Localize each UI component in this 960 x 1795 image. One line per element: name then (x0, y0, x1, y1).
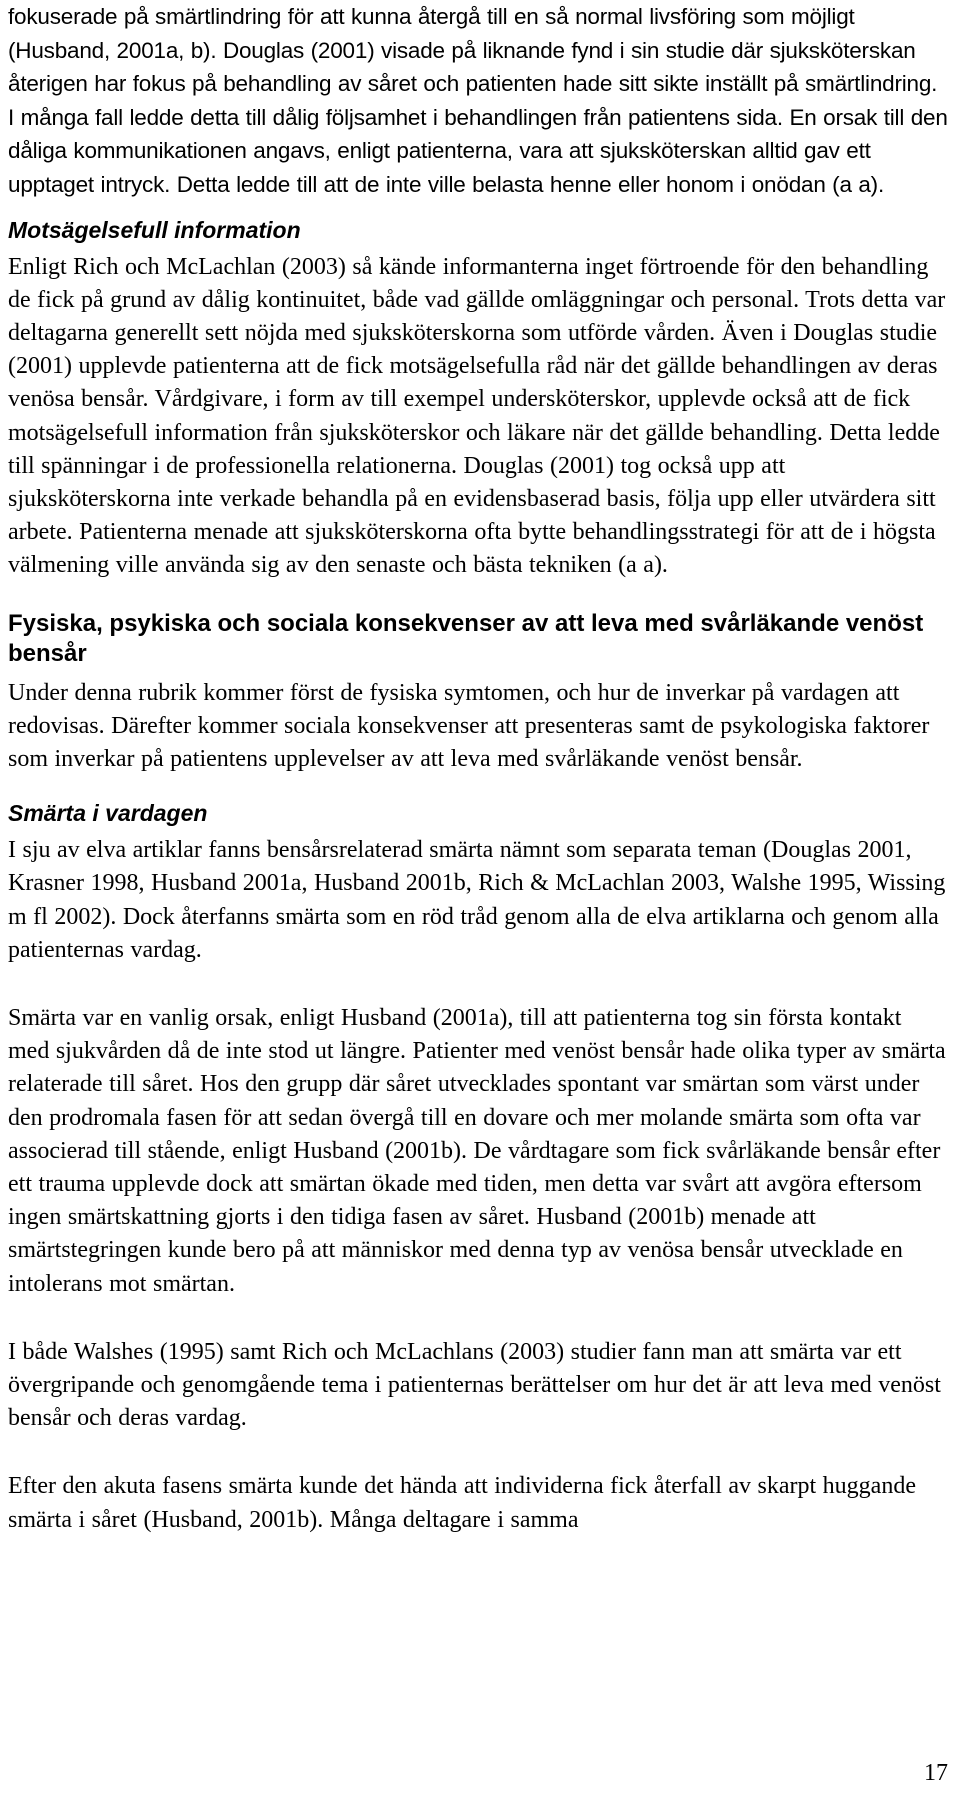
paragraph-pain-causes: Smärta var en vanlig orsak, enligt Husband (2001a), till att patienterna tog sin första kontakt med sjukvården då de inte stod ut längre. Patienter med venöst bensår hade olika typer av smärta relaterade till såret. Hos den grupp där såret utvecklades spontant var smärtan som värst under den prodromala fasen för att sedan övergå till en dovare och mer molande smärta som ofta var associerad till stående, enligt Husband (2001b). De vårdtagare som fick svårläkande bensår efter ett trauma upplevde dock att smärtan ökade med tiden, men detta var svårt att avgöra eftersom ingen smärtskattning gjorts i den tidiga fasen av såret. Husband (2001b) menade att smärtstegringen kunde bero på att människor med denna typ av venösa bensår utvecklade en intolerans mot smärtan. (8, 1005, 946, 1297)
subheading-pain-in-daily-life: Smärta i vardagen (8, 800, 208, 827)
paragraph-pain-overarching-theme: I både Walshes (1995) samt Rich och McLachlans (2003) studier fann man att smärta var ett övergripande och genomgående tema i patienternas berättelser om hur det är att leva med venöst bensår och deras vardag. (8, 1338, 941, 1432)
paragraph-acute-phase: Efter den akuta fasens smärta kunde det hända att individerna fick återfall av skarpt huggande smärta i såret (Husband, 2001b). Många deltagare i samma (8, 1473, 916, 1533)
paragraph-pain-themes: I sju av elva artiklar fanns bensårsrelaterad smärta nämnt som separata teman (Douglas 2001, Krasner 1998, Husband 2001a, Husband 2001b, Rich & McLachlan 2003, Walshe 1995, Wissing m fl 2002). Dock återfanns smärta som en röd tråd genom alla de elva artiklarna och genom alla patienternas vardag. (8, 837, 946, 963)
paragraph-contradictory-information: Enligt Rich och McLachlan (2003) så kände informanterna inget förtroende för den behandling de fick på grund av dålig kontinuitet, både vad gällde omläggningar och personal. Trots detta var deltagarna generellt sett nöjda med sjuksköterskorna som utförde vården. Även i Douglas studie (2001) upplevde patienterna att de fick motsägelsefulla råd när det gällde behandlingen av deras venösa bensår. Vårdgivare, i form av till exempel undersköterskor, upplevde också att de fick motsägelsefull information från sjuksköterskor och läkare när det gällde behandling. Detta ledde till spänningar i de professionella relationerna. Douglas (2001) tog också upp att sjuksköterskorna inte verkade behandla på en evidensbaserad basis, följa upp eller utvärdera sitt arbete. Patienterna menade att sjuksköterskorna ofta bytte behandlingsstrategi för att de i högsta välmening ville använda sig av den senaste och bästa tekniken (a a). (8, 253, 946, 579)
paragraph-section-intro: Under denna rubrik kommer först de fysiska symtomen, och hur de inverkar på vardagen att redovisas. Därefter kommer sociala konsekvenser att presenteras samt de psykologiska faktorer som inverkar på patientens upplevelser av att leva med svårläkande venöst bensår. (8, 679, 930, 772)
page-number: 17 (924, 1760, 948, 1786)
section-heading-consequences: Fysiska, psykiska och sociala konsekvenser av att leva med svårläkande venöst bensår (8, 609, 924, 667)
subheading-contradictory-information: Motsägelsefull information (8, 216, 301, 243)
paragraph-continued: fokuserade på smärtlindring för att kunna återgå till en så normal livsföring som möjligt (Husband, 2001a, b). Douglas (2001) visade på liknande fynd i sin studie där sjuksköterskan återigen har fokus på behandling av såret och patienten hade sitt sikte inställt på smärtlindring. I många fall ledde detta till dålig följsamhet i behandlingen från patientens sida. En orsak till den dåliga kommunikationen angavs, enligt patienterna, vara att sjuksköterskan alltid gav ett upptaget intryck. Detta ledde till att de inte ville belasta henne eller honom i onödan (a a). (8, 4, 948, 197)
document-body (8, 0, 948, 1537)
